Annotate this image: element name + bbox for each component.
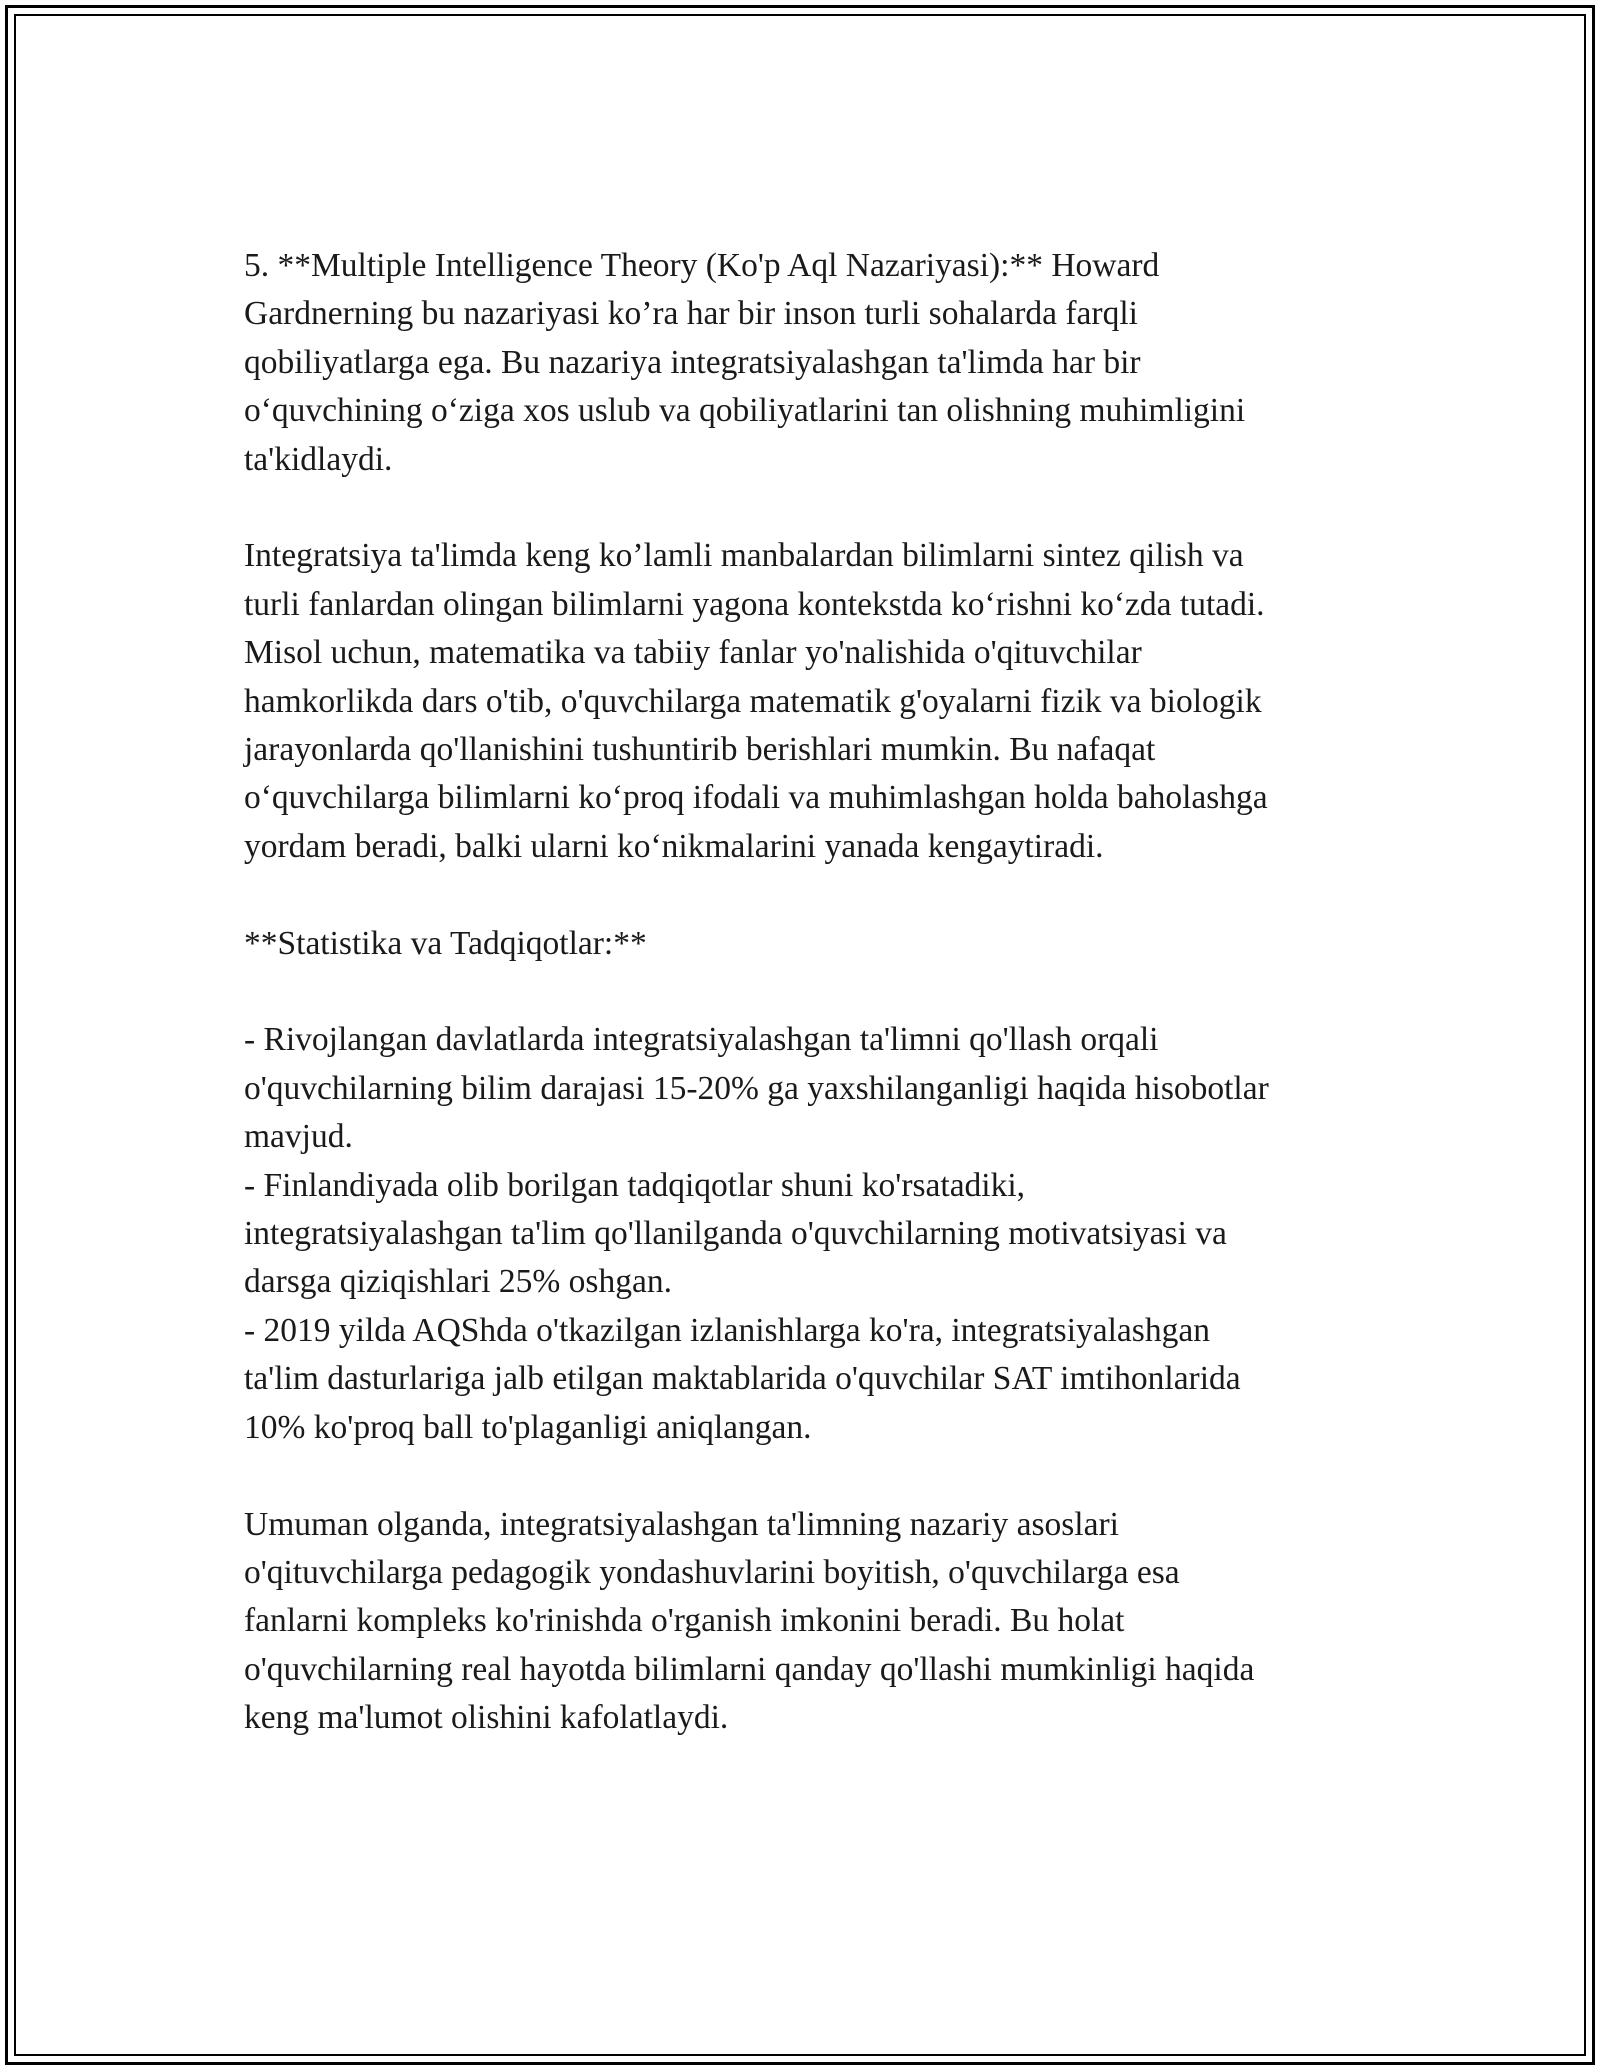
page-border xyxy=(5,5,1595,2065)
paragraph-multiple-intelligence: 5. **Multiple Intelligence Theory (Ko'p Aql Nazariyasi):** Howard Gardnerning bu nazariyasi ko’ra har bir inson turli sohalarda farqli qobiliyatlarga ega. Bu nazariya integratsiyalashgan ta'limda har bir o‘quvchining o‘ziga xos uslub va qobiliyatlarini tan olishning muhimligini ta'kidlaydi. xyxy=(244,247,1246,478)
statistics-list: - Rivojlangan davlatlarda integratsiyalashgan ta'limni qo'llash orqali o'quvchilarning bilim darajasi 15-20% ga yaxshilanganligi haqida hisobotlar mavjud. - Finlandiyada olib borilgan tadqiqotlar shuni ko'rsatadiki, integratsiyalashgan ta'lim qo'llanilganda o'quvchilarning motivatsiyasi va darsga qiziqishlari 25% oshgan. - 2019 yilda AQShda o'tkazilgan izlanishlarga ko'ra, integratsiyalashgan ta'lim dasturlariga jalb etilgan maktablarida o'quvchilar SAT imtihonlarida 10% ko'proq ball to'plaganligi aniqlangan. xyxy=(244,1021,1269,1446)
section-heading-statistics: **Statistika va Tadqiqotlar:** xyxy=(244,924,647,962)
paragraph-integration: Integratsiya ta'limda keng ko’lamli manbalardan bilimlarni sintez qilish va turli fanlardan olingan bilimlarni yagona kontekstda ko‘rishni ko‘zda tutadi. Misol uchun, matematika va tabiiy fanlar yo'nalishida o'qituvchilar hamkorlikda dars o'tib, o'quvchilarga matematik g'oyalarni fizik va biologik jarayonlarda qo'llanishini tushuntirib berishlari mumkin. Bu nafaqat o‘quvchilarga bilimlarni ko‘proq ifodali va muhimlashgan holda baholashga yordam beradi, balki ularni ko‘nikmalarini yanada kengaytiradi. xyxy=(244,537,1268,865)
document-body xyxy=(244,242,1374,1743)
paragraph-conclusion: Umuman olganda, integratsiyalashgan ta'limning nazariy asoslari o'qituvchilarga pedagogik yondashuvlarini boyitish, o'quvchilarga esa fanlarni kompleks ko'rinishda o'rganish imkonini beradi. Bu holat o'quvchilarning real hayotda bilimlarni qanday qo'llashi mumkinligi haqida keng ma'lumot olishini kafolatlaydi. xyxy=(244,1505,1255,1737)
